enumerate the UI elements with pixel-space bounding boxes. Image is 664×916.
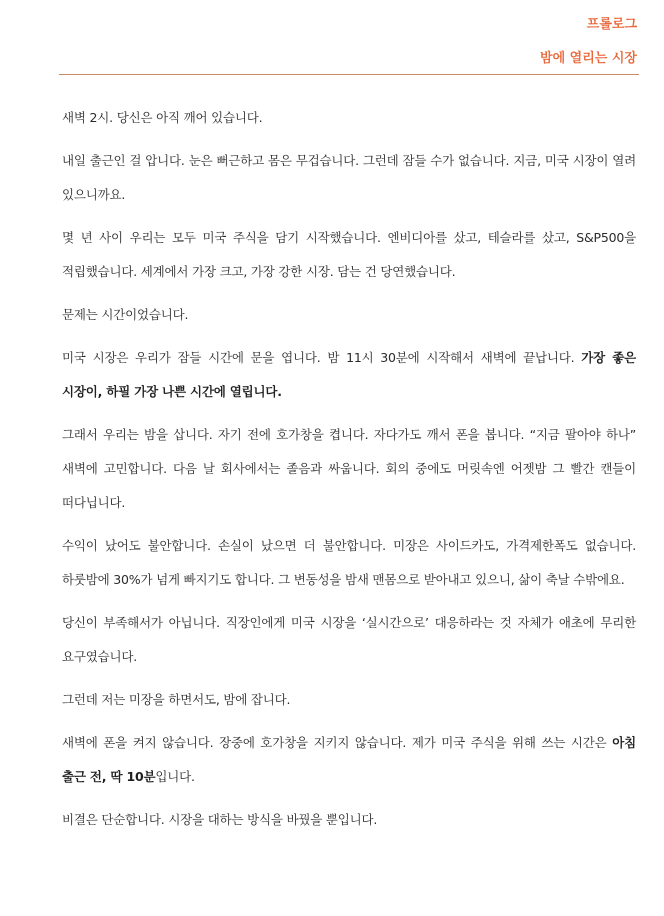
chapter-header xyxy=(540,14,637,70)
paragraph: 수익이 났어도 불안합니다. 손실이 났으면 더 불안합니다. 미장은 사이드카도, 가격제한폭도 없습니다. 하룻밤에 30%가 넘게 빠지기도 합니다. 그 변동성을 밤새 맨몸으로 받아내고 있으니, 삶이 축날 수밖에요. xyxy=(62,538,636,587)
paragraph: 당신이 부족해서가 아닙니다. 직장인에게 미국 시장을 ‘실시간으로’ 대응하라는 것 자체가 애초에 무리한 요구였습니다. xyxy=(62,615,636,664)
chapter-title: 밤에 열리는 시장 xyxy=(540,51,637,66)
paragraph: 새벽 2시. 당신은 아직 깨어 있습니다. xyxy=(62,110,263,125)
paragraph: 미국 시장은 우리가 잠들 시간에 문을 엽니다. 밤 11시 30분에 시작해서 새벽에 끝납니다. 가장 좋은 시장이, 하필 가장 나쁜 시간에 열립니다. xyxy=(62,350,636,399)
paragraph: 그래서 우리는 밤을 삽니다. 자기 전에 호가창을 켭니다. 자다가도 깨서 폰을 봅니다. “지금 팔아야 하나” 새벽에 고민합니다. 다음 날 회사에서는 졸음과 싸웁니다. 회의 중에도 머릿속엔 어젯밤 그 빨간 캔들이 떠다닙니다. xyxy=(62,427,636,510)
header-divider xyxy=(59,74,639,75)
paragraph: 새벽에 폰을 켜지 않습니다. 장중에 호가창을 지키지 않습니다. 제가 미국 주식을 위해 쓰는 시간은 아침 출근 전, 딱 10분입니다. xyxy=(62,735,636,784)
emphasis-text: 가장 좋은 시장이, 하필 가장 나쁜 시간에 열립니다. xyxy=(62,350,636,399)
paragraph: 문제는 시간이었습니다. xyxy=(62,307,189,322)
paragraph: 비결은 단순합니다. 시장을 대하는 방식을 바꿨을 뿐입니다. xyxy=(62,812,378,827)
paragraph: 몇 년 사이 우리는 모두 미국 주식을 담기 시작했습니다. 엔비디아를 샀고, 테슬라를 샀고, S&P500을 적립했습니다. 세계에서 가장 크고, 가장 강한 시장. 담는 건 당연했습니다. xyxy=(62,230,636,279)
emphasis-text: 아침 출근 전, 딱 10분 xyxy=(62,735,636,784)
body-text xyxy=(62,101,636,846)
paragraph: 그런데 저는 미장을 하면서도, 밤에 잡니다. xyxy=(62,692,291,707)
chapter-label: 프롤로그 xyxy=(586,17,637,32)
paragraph: 내일 출근인 걸 압니다. 눈은 뻐근하고 몸은 무겁습니다. 그런데 잠들 수가 없습니다. 지금, 미국 시장이 열려 있으니까요. xyxy=(62,153,636,202)
